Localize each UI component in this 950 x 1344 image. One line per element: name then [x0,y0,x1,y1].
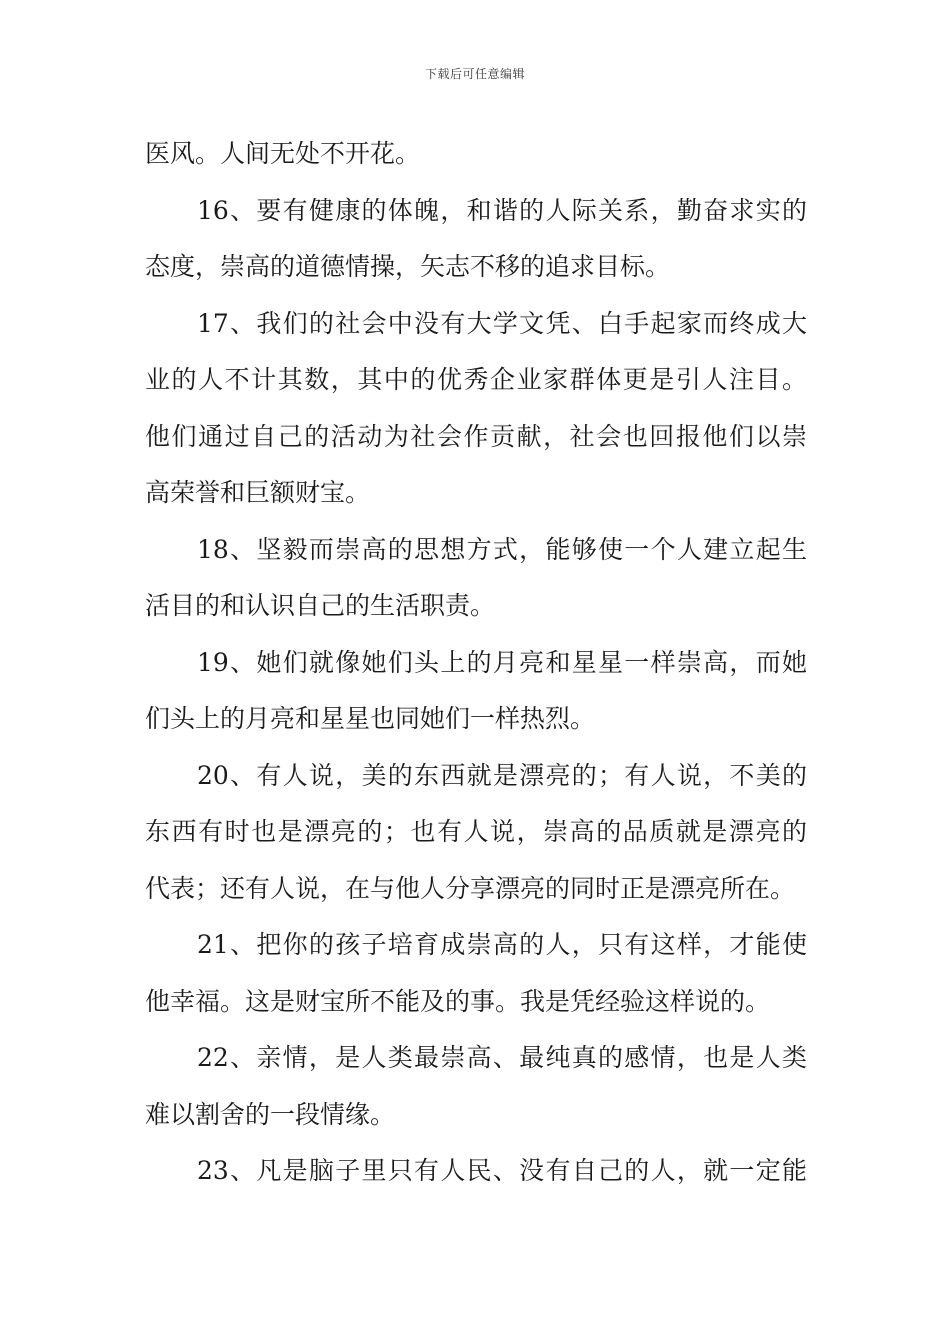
page-header: 下载后可任意编辑 [424,67,525,81]
text-line-16: 他幸福。这是财宝所不能及的事。我是凭经验这样说的。 [145,986,771,1016]
text-line-10: 19、她们就像她们头上的月亮和星星一样崇高，而她 [197,647,807,677]
text-line-11: 们头上的月亮和星星也同她们一样热烈。 [145,704,596,733]
text-line-7: 高荣誉和巨额财宝。 [145,478,371,507]
text-line-9: 活目的和认识自己的生活职责。 [145,591,496,620]
text-line-19: 23、凡是脑子里只有人民、没有自己的人，就一定能 [197,1156,807,1185]
text-line-8: 18、坚毅而崇高的思想方式，能够使一个人建立起生 [197,534,807,564]
text-line-1: 医风。人间无处不开花。 [145,139,421,168]
document-body [145,126,807,1200]
text-line-17: 22、亲情，是人类最崇高、最纯真的感情，也是人类 [197,1043,807,1072]
text-line-2: 16、要有健康的体魄，和谐的人际关系，勤奋求实的 [197,195,807,225]
text-line-3: 态度，崇高的道德情操，矢志不移的追求目标。 [145,252,671,281]
text-line-6: 他们通过自己的活动为社会作贡献，社会也回报他们以崇 [145,421,807,451]
text-line-14: 代表；还有人说，在与他人分享漂亮的同时正是漂亮所在。 [145,873,796,903]
text-line-4: 17、我们的社会中没有大学文凭、白手起家而终成大 [197,308,807,338]
text-line-18: 难以割舍的一段情缘。 [145,1099,396,1129]
text-line-15: 21、把你的孩子培育成崇高的人，只有这样，才能使 [197,930,807,959]
text-line-5: 业的人不计其数，其中的优秀企业家群体更是引人注目。 [145,365,807,394]
text-line-12: 20、有人说，美的东西就是漂亮的；有人说，不美的 [197,760,807,790]
text-line-13: 东西有时也是漂亮的；也有人说，崇高的品质就是漂亮的 [145,817,807,846]
